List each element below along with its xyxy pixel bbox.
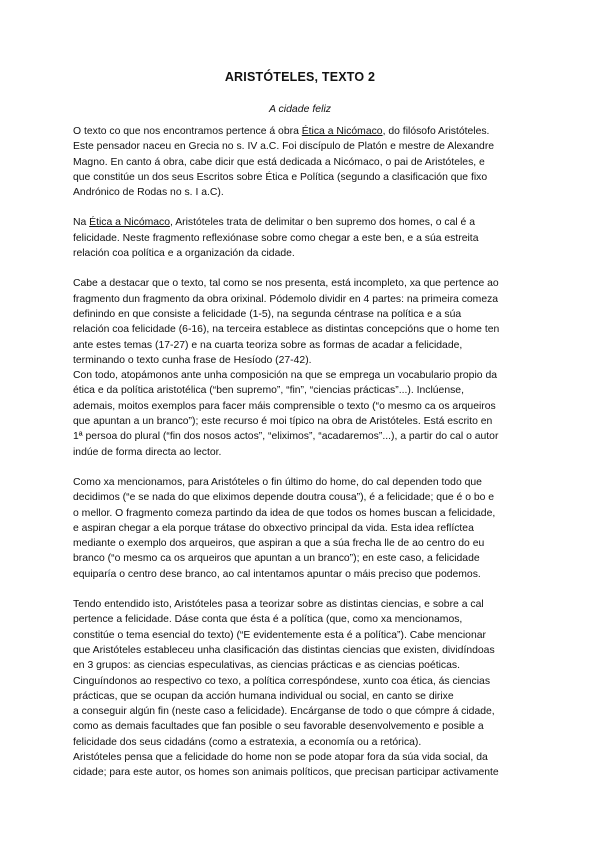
text-line: que apuntan a un branco”); este recurso é moi típico na obra de Aristóteles. Está escrito en xyxy=(73,416,493,428)
text-line: ética e da política aristotélica (“ben supremo”, “fin”, “ciencias prácticas”...). Inclúense, xyxy=(73,385,464,397)
text-line: Como xa mencionamos, para Aristóteles o fin último do home, do cal dependen todo que xyxy=(73,476,482,488)
text-line: Cabe a destacar que o texto, tal como se nos presenta, está incompleto, xa que pertence ao xyxy=(73,278,499,290)
text-line: indúe de forma directa ao lector. xyxy=(73,446,222,458)
text-line: en 3 grupos: as ciencias especulativas, as ciencias prácticas e as ciencias poéticas. xyxy=(73,660,460,672)
text-line: terminando o texto cunha frase de Hesíodo (27-42). xyxy=(73,354,312,366)
text-line: que Aristóteles estableceu unha clasificación das distintas ciencias que existen, dividíndoas xyxy=(73,644,495,656)
paragraph xyxy=(73,124,531,200)
paragraph xyxy=(73,597,531,781)
text-line: Aristóteles pensa que a felicidade do home non se pode atopar fora da súa vida social, da xyxy=(73,751,488,763)
book-title: Ética a Nicómaco xyxy=(301,126,383,137)
paragraph xyxy=(73,276,531,460)
text-line: ademais, moitos exemplos para facer máis comprensible o texto (“o mesmo ca os arqueiros xyxy=(73,400,496,412)
text-line: Con todo, atopámonos ante unha composición na que se emprega un vocabulario propio da xyxy=(73,370,497,382)
text-line: decidimos (“e se nada do que eliximos depende doutra cousa”), é a felicidade; que é o bo e xyxy=(73,492,495,504)
text-line: Na Ética a Nicómaco, Aristóteles trata de delimitar o ben supremo dos homes, o cal é a xyxy=(73,217,475,229)
document-subtitle: A cidade feliz xyxy=(268,103,332,115)
text-line: Cinguíndonos ao respectivo co texo, a política correspóndese, xunto coa ética, ás ciencias xyxy=(73,675,491,687)
text-line: pertence a felicidade. Dáse conta que ésta é a política (que, como xa mencionamos, xyxy=(73,614,463,626)
text-line: ante estes temas (17-27) e na cuarta teoriza sobre as formas de acadar a felicidade, xyxy=(73,339,463,351)
text-line: relación coa política e a organización da cidade. xyxy=(73,248,295,260)
document-title: ARISTÓTELES, TEXTO 2 xyxy=(224,70,376,84)
text-line: 1ª persoa do plural (“fin dos nosos actos”, “eliximos”, “acadaremos”...), a partir do cal o autor xyxy=(73,431,499,443)
text-line: mediante o exemplo dos arqueiros, que aspiran a que a súa frecha lle de ao centro do eu xyxy=(73,538,485,550)
text-line: equiparía o centro dese branco, ao cal intentamos apuntar o máis preciso que podemos. xyxy=(73,568,481,580)
paragraph xyxy=(73,215,531,261)
text-line: definindo en que consiste a felicidade (1-5), na segunda céntrase na política e a súa xyxy=(73,308,462,320)
text-line: e aspiran chegar a ela porque trátase do obxectivo principal da vida. Esta idea reflíctea xyxy=(73,522,474,534)
text-line: constitúe o tema esencial do texto) (“E evidentemente esta é a política”). Cabe mencionar xyxy=(73,629,486,641)
text-line: fragmento dun fragmento da obra orixinal. Pódemolo dividir en 4 partes: na primeira comeza xyxy=(73,293,499,305)
text-line: felicidade dos seus cidadáns (como a estratexia, a economía ou a retórica). xyxy=(73,736,422,748)
text-line: que constitúe un dos seus Escritos sobre Ética e Política (segundo a clasificación que fixo xyxy=(73,171,488,183)
text-line: Andrónico de Rodas no s. I a.C). xyxy=(73,187,224,199)
text-line: relación coa felicidade (6-16), na terceira establece as distintas concepcións que o home ten xyxy=(73,324,500,336)
text-line: a conseguir algún fin (neste caso a felicidade). Encárganse de todo o que cómpre á cidade, xyxy=(73,706,495,718)
text-line: prácticas, que se ocupan da acción humana individual ou social, en canto se dirixe xyxy=(73,690,454,702)
text-line: o mellor. O fragmento comeza partindo da idea de que todos os homes buscan a felicidade, xyxy=(73,507,496,519)
text-line: Magno. En canto á obra, cabe dicir que está dedicada a Nicómaco, o pai de Aristóteles, e xyxy=(73,156,485,168)
text-line: felicidade. Neste fragmento reflexiónase sobre como chegar a este ben, e a súa estreita xyxy=(73,232,479,244)
text-line: O texto co que nos encontramos pertence á obra Ética a Nicómaco, do filósofo Aristóteles. xyxy=(73,126,490,137)
text-line: Este pensador naceu en Grecia no s. IV a.C. Foi discípulo de Platón e mestre de Alexandre xyxy=(73,141,495,153)
book-title: Ética a Nicómaco xyxy=(89,217,171,229)
text-line: cidade; para este autor, os homes son animais políticos, que precisan participar activamente xyxy=(73,767,499,779)
text-line: Tendo entendido isto, Aristóteles pasa a teorizar sobre as distintas ciencias, e sobre a cal xyxy=(73,599,484,611)
text-line: branco (“o mesmo ca os arqueiros que apuntan a un branco”); en este caso, a felicidade xyxy=(73,553,480,565)
document-body xyxy=(73,124,531,781)
text-line: como as demais facultades que fan posible o seu favorable desenvolvemento e posible a xyxy=(73,721,484,733)
paragraph xyxy=(73,475,531,582)
